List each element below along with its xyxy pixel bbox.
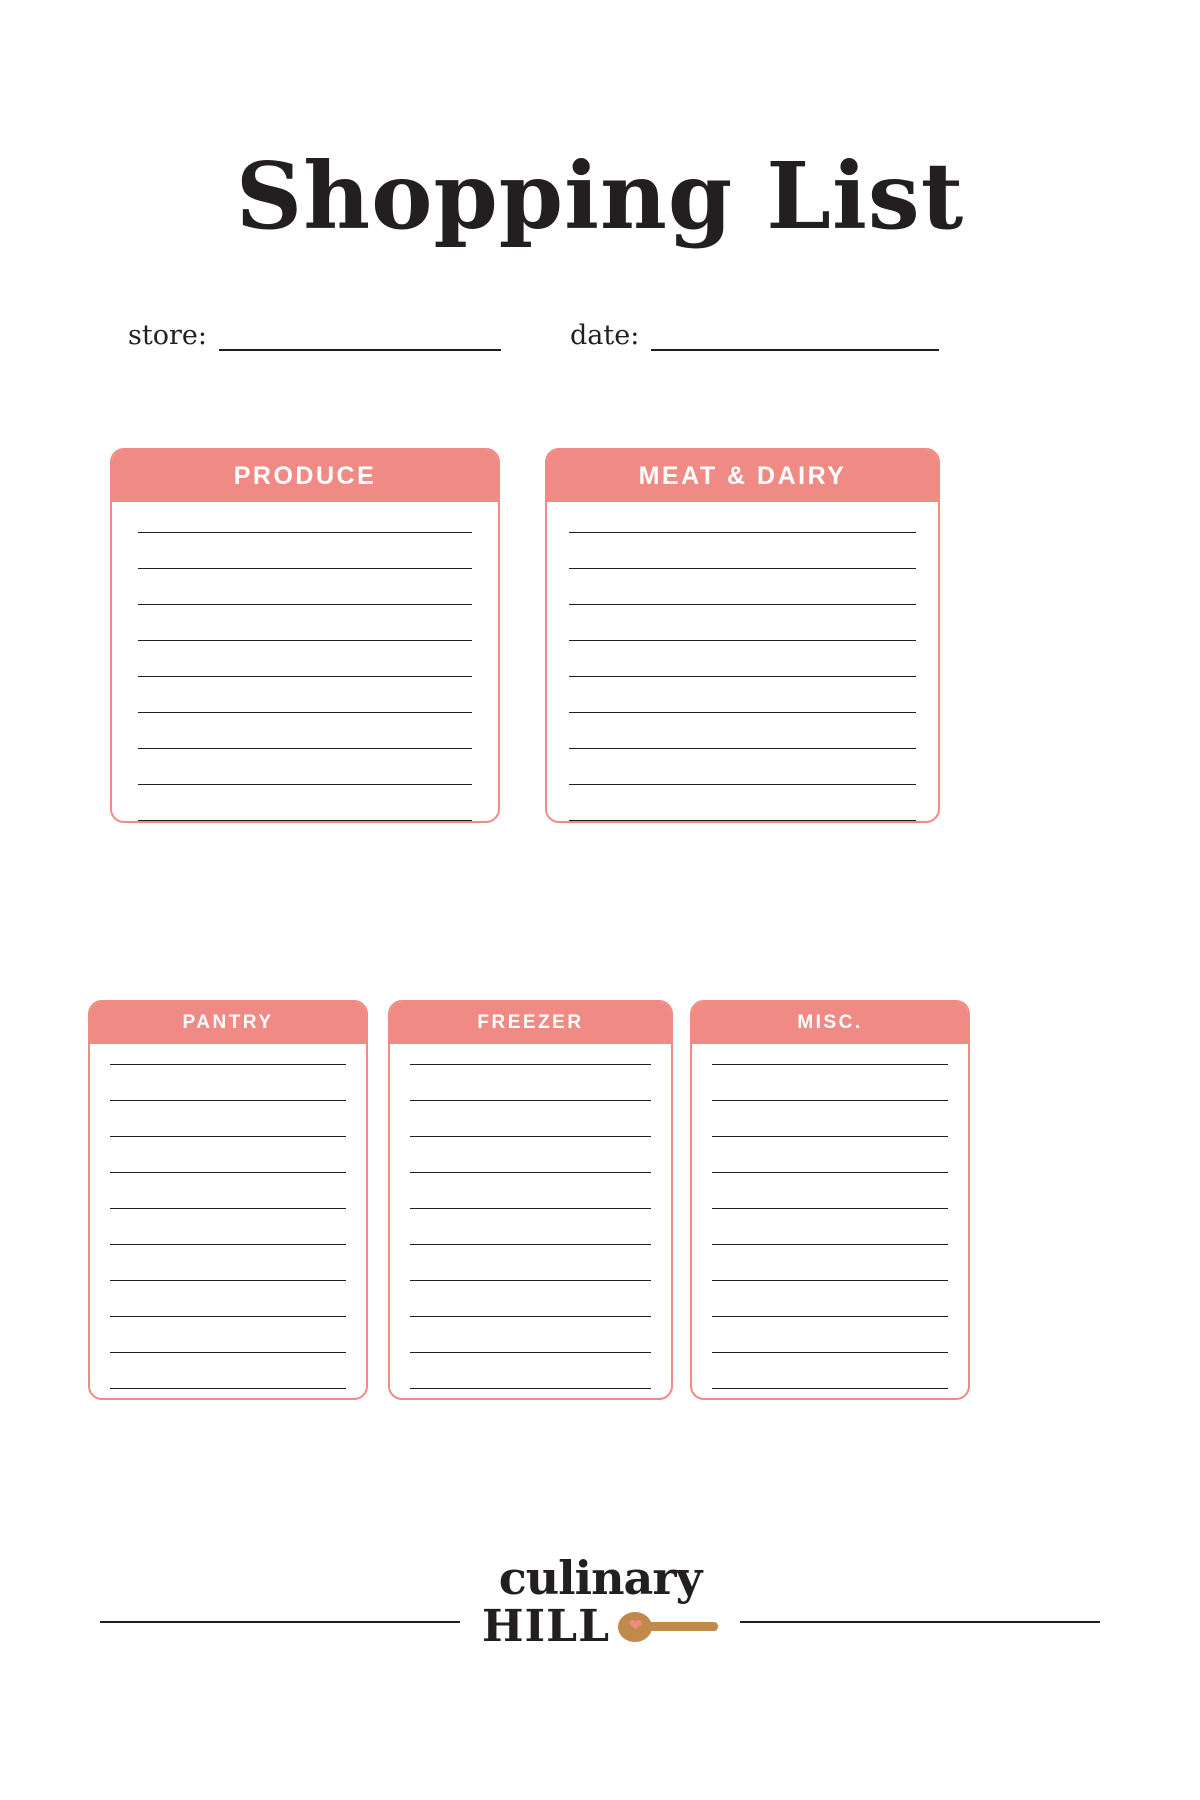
spoon-handle xyxy=(648,1622,718,1631)
section-heading-pantry: PANTRY xyxy=(90,1002,366,1044)
write-line[interactable] xyxy=(712,1172,948,1173)
store-input-line[interactable] xyxy=(219,349,501,351)
footer xyxy=(100,1551,1100,1675)
write-line[interactable] xyxy=(410,1388,651,1389)
page-title: Shopping List xyxy=(235,142,965,250)
write-line[interactable] xyxy=(712,1136,948,1137)
store-field[interactable] xyxy=(128,322,501,351)
write-line[interactable] xyxy=(712,1280,948,1281)
write-line[interactable] xyxy=(110,1172,346,1173)
write-line[interactable] xyxy=(410,1316,651,1317)
write-line[interactable] xyxy=(410,1280,651,1281)
section-card-produce xyxy=(110,448,500,823)
store-label: store: xyxy=(128,320,207,351)
write-line[interactable] xyxy=(712,1388,948,1389)
date-field[interactable] xyxy=(570,322,939,351)
brand-name-bottom: HILL xyxy=(481,1601,611,1652)
write-line[interactable] xyxy=(138,604,472,605)
write-line[interactable] xyxy=(138,532,472,533)
write-line[interactable] xyxy=(712,1316,948,1317)
brand-logo xyxy=(460,1551,740,1652)
write-line[interactable] xyxy=(110,1316,346,1317)
write-line[interactable] xyxy=(569,676,916,677)
section-lines-produce[interactable] xyxy=(112,502,498,821)
write-line[interactable] xyxy=(110,1244,346,1245)
write-line[interactable] xyxy=(410,1208,651,1209)
write-line[interactable] xyxy=(138,640,472,641)
write-line[interactable] xyxy=(569,532,916,533)
write-line[interactable] xyxy=(410,1100,651,1101)
write-line[interactable] xyxy=(712,1208,948,1209)
section-heading-misc: MISC. xyxy=(692,1002,968,1044)
write-line[interactable] xyxy=(569,820,916,821)
write-line[interactable] xyxy=(712,1064,948,1065)
write-line[interactable] xyxy=(138,712,472,713)
section-lines-meat-and-dairy[interactable] xyxy=(547,502,938,821)
spoon-icon xyxy=(618,1610,718,1644)
section-heading-meat-and-dairy: MEAT & DAIRY xyxy=(547,450,938,502)
write-line[interactable] xyxy=(712,1244,948,1245)
section-lines-misc[interactable] xyxy=(692,1044,968,1389)
write-line[interactable] xyxy=(110,1352,346,1353)
date-label: date: xyxy=(570,320,640,351)
write-line[interactable] xyxy=(569,748,916,749)
write-line[interactable] xyxy=(410,1064,651,1065)
write-line[interactable] xyxy=(569,712,916,713)
meta-row xyxy=(110,322,1120,366)
write-line[interactable] xyxy=(410,1352,651,1353)
brand-name-top: culinary xyxy=(498,1551,702,1605)
write-line[interactable] xyxy=(569,604,916,605)
write-line[interactable] xyxy=(138,568,472,569)
write-line[interactable] xyxy=(138,748,472,749)
section-lines-pantry[interactable] xyxy=(90,1044,366,1389)
write-line[interactable] xyxy=(110,1208,346,1209)
write-line[interactable] xyxy=(410,1136,651,1137)
write-line[interactable] xyxy=(110,1280,346,1281)
write-line[interactable] xyxy=(712,1352,948,1353)
write-line[interactable] xyxy=(110,1064,346,1065)
write-line[interactable] xyxy=(110,1136,346,1137)
section-card-misc xyxy=(690,1000,970,1400)
write-line[interactable] xyxy=(569,568,916,569)
write-line[interactable] xyxy=(138,820,472,821)
write-line[interactable] xyxy=(138,676,472,677)
section-card-freezer xyxy=(388,1000,673,1400)
write-line[interactable] xyxy=(569,784,916,785)
write-line[interactable] xyxy=(110,1388,346,1389)
write-line[interactable] xyxy=(569,640,916,641)
heart-icon: ❤ xyxy=(628,1616,643,1635)
write-line[interactable] xyxy=(712,1100,948,1101)
write-line[interactable] xyxy=(138,784,472,785)
write-line[interactable] xyxy=(410,1172,651,1173)
section-heading-freezer: FREEZER xyxy=(390,1002,671,1044)
write-line[interactable] xyxy=(410,1244,651,1245)
section-heading-produce: PRODUCE xyxy=(112,450,498,502)
write-line[interactable] xyxy=(110,1100,346,1101)
date-input-line[interactable] xyxy=(651,349,939,351)
section-lines-freezer[interactable] xyxy=(390,1044,671,1389)
section-card-meat-and-dairy xyxy=(545,448,940,823)
brand-bottom-row xyxy=(481,1601,718,1652)
section-card-pantry xyxy=(88,1000,368,1400)
